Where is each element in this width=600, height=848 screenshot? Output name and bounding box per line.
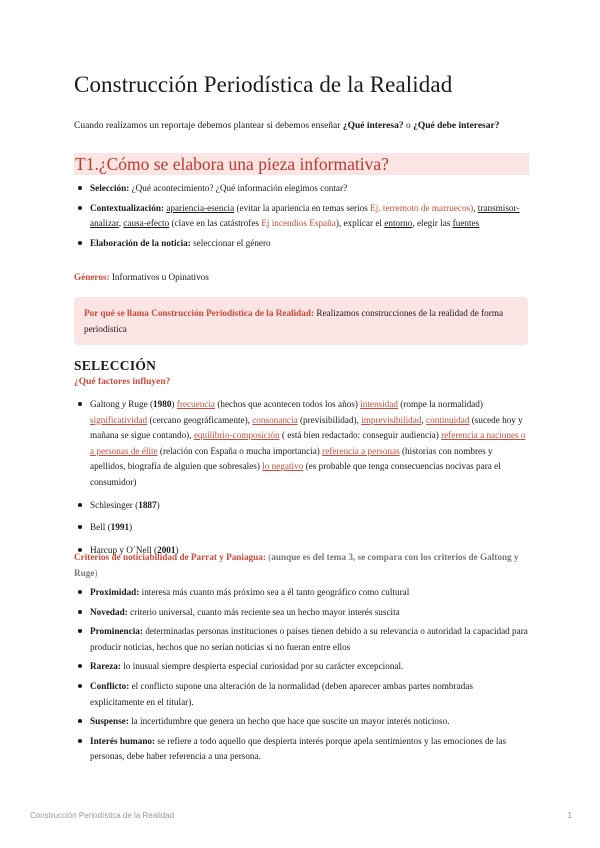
list-item [74, 734, 528, 765]
text-run: , [473, 202, 476, 213]
criterio-label: Conflicto: [90, 680, 130, 691]
list-item [74, 605, 528, 621]
text-run: ) [175, 544, 179, 555]
criterios-label: Criterios de noticiabilidad de Parrat y Paniagua: [74, 552, 266, 562]
criterio-label: Suspense: [90, 716, 129, 727]
contextualizacion-label: Contextualización: [90, 202, 165, 213]
intro-paragraph [74, 121, 499, 131]
factores-list [74, 397, 528, 558]
footer-title: Construcción Periodística de la Realidad [30, 811, 175, 820]
text-run: ) [129, 522, 133, 533]
criterio-label: Novedad: [90, 606, 128, 617]
link-frecuencia[interactable]: frecuencia [176, 399, 216, 409]
list-item [74, 585, 528, 601]
text-run: Schlesinger ( [90, 499, 139, 510]
criterio-label: Proximidad: [90, 587, 140, 597]
link-equilibrio-composicion[interactable]: equilibrio-composición [193, 430, 280, 441]
text-run: , [118, 218, 124, 229]
text-run: Ruge ( [125, 399, 154, 409]
text-run: (rompe la normalidad) [397, 399, 483, 409]
year: 1980 [153, 399, 172, 409]
link-lo-negativo[interactable]: lo negativo [262, 461, 304, 472]
criterio-label: Rareza: [90, 661, 121, 672]
link-entorno[interactable]: entorno [384, 218, 413, 229]
link-consonancia[interactable]: consonancia [252, 414, 298, 425]
list-item [74, 201, 528, 232]
list-item [74, 714, 528, 730]
text-run: Harcup y O´Nell ( [90, 544, 158, 555]
text-run: (previsibilidad), [297, 414, 362, 425]
generos-line [74, 270, 528, 286]
criterio-text: determinadas personas instituciones o países tienen debido a su relevancia o autoridad la capacidad para producir noticias, hechos que no serían noticias si no fueran entre ellos [90, 626, 528, 652]
link-referencia-personas[interactable]: referencia a personas [322, 445, 400, 456]
list-item [74, 520, 528, 536]
link-significatividad[interactable]: significatividad [90, 414, 148, 425]
list-item [74, 397, 528, 491]
list-item [74, 498, 528, 514]
link-continuidad[interactable]: continuidad [426, 414, 470, 425]
criterio-text: lo inusual siempre despierta especial curiosidad por su carácter excepcional. [120, 661, 404, 672]
intro-text: Cuando realizamos un reportaje debemos plantear si debemos enseñar [74, 121, 343, 131]
text-run: ( está bien redactado: conseguir audiencia) [279, 430, 442, 441]
text-run: y [121, 399, 126, 409]
list-item [74, 679, 528, 710]
link-imprevisibilidad[interactable]: imprevisibilidad [361, 414, 422, 425]
list-item [74, 181, 528, 197]
criterio-text: interesa más cuanto más próximo sea a él tanto geográfico como cultural [139, 587, 410, 597]
intro-question-1: ¿Qué interesa? [342, 121, 404, 131]
criterio-text: criterio universal, cuanto más reciente sea un hecho mayor interés suscita [127, 606, 400, 617]
page-footer [30, 811, 572, 820]
generos-text: Informativos u Opinativos [109, 272, 209, 282]
link-fuentes[interactable]: fuentes [452, 218, 480, 229]
year: 1991 [110, 522, 130, 533]
t1-heading: T1.¿Cómo se elabora una pieza informativa? [74, 153, 529, 175]
callout-label: Por qué se llama Construcción Periodística de la Realidad: [84, 308, 315, 318]
text-run: ) [171, 399, 177, 409]
text-run: (hechos que acontecen todos los años) [215, 399, 361, 409]
factores-heading: ¿Qué factores influyen? [74, 377, 171, 387]
text-run: (sucede hoy y mañana se sigue contando), [90, 414, 523, 441]
seleccion-label: Selección: [90, 183, 130, 193]
text-run: ) [94, 567, 98, 578]
link-apariencia-esencia[interactable]: apariencia-esencia [166, 202, 235, 213]
year: 2001 [157, 544, 176, 555]
criterio-text: se refiere a todo aquello que despierta interés porque apela sentimientos y las emociones de las personas, debe haber referencia a una persona. [90, 735, 507, 762]
list-item [74, 624, 528, 655]
seleccion-text: ¿Qué acontecimiento? ¿Qué información elegimos contar? [129, 183, 348, 193]
text-run: (evitar la apariencia en temas serios [234, 202, 371, 213]
example-incendios: Ej incendios España [261, 218, 336, 229]
criterio-label: Prominencia: [90, 626, 143, 637]
text-run: , elegir las [412, 218, 453, 229]
text-run: , [421, 414, 427, 425]
callout-box [74, 297, 528, 345]
callout-text: Realizamos construcciones de la realidad de forma periodística [84, 308, 504, 334]
criterio-text: la incertidumbre que genera un hecho que hace que suscite un mayor interés noticioso. [128, 716, 450, 727]
text-run: (cercano geográficamente), [147, 414, 253, 425]
text-run: Galtong [90, 399, 122, 409]
page-number: 1 [567, 811, 572, 820]
text-run: ) [156, 499, 160, 510]
intro-or: o [403, 121, 414, 131]
criterios-heading [74, 550, 528, 581]
link-referencia-elite[interactable]: referencia a naciones o a personas de élite [90, 430, 526, 456]
page-title: Construcción Periodística de la Realidad [74, 72, 453, 97]
seleccion-heading: SELECCIÓN [74, 358, 157, 373]
list-item [74, 236, 528, 252]
text-run: ), explicar el [335, 218, 385, 229]
text-run: (clave en las catástrofes [169, 218, 262, 229]
link-intensidad[interactable]: intensidad [360, 399, 398, 409]
text-run: (historias con nombres y apellidos, biografía de alguien que sobresales) [90, 445, 493, 472]
generos-label: Géneros: [74, 272, 110, 282]
year: 1887 [138, 499, 157, 510]
criterio-text: el conflicto supone una alteración de la normalidad (deben aparecer ambas partes nombradas explícitamente en el titular). [90, 680, 473, 707]
example-marruecos: Ej. terremoto de marruecos) [370, 202, 474, 213]
intro-question-2: ¿Qué debe interesar? [413, 121, 500, 131]
elaboracion-label: Elaboración de la noticia: [90, 237, 191, 248]
criterio-label: Interés humano: [90, 735, 156, 746]
criterios-note: aunque es del tema 3, se compara con los criterios de Galtong y Ruge [74, 552, 519, 578]
link-causa-efecto[interactable]: causa-efecto [123, 218, 170, 229]
list-item [74, 659, 528, 675]
text-run: Bell ( [90, 522, 111, 533]
text-run: (es probable que tenga consecuencias nocivas para el consumidor) [90, 461, 501, 487]
text-run: (relación con España o mucha importancia) [157, 445, 323, 456]
criterios-list [74, 585, 528, 765]
t1-list [74, 181, 528, 251]
link-transmisor-analizar[interactable]: transmisor-analizar [90, 202, 520, 229]
text-run: ( [265, 552, 272, 562]
elaboracion-text: seleccionar el género [190, 237, 271, 248]
